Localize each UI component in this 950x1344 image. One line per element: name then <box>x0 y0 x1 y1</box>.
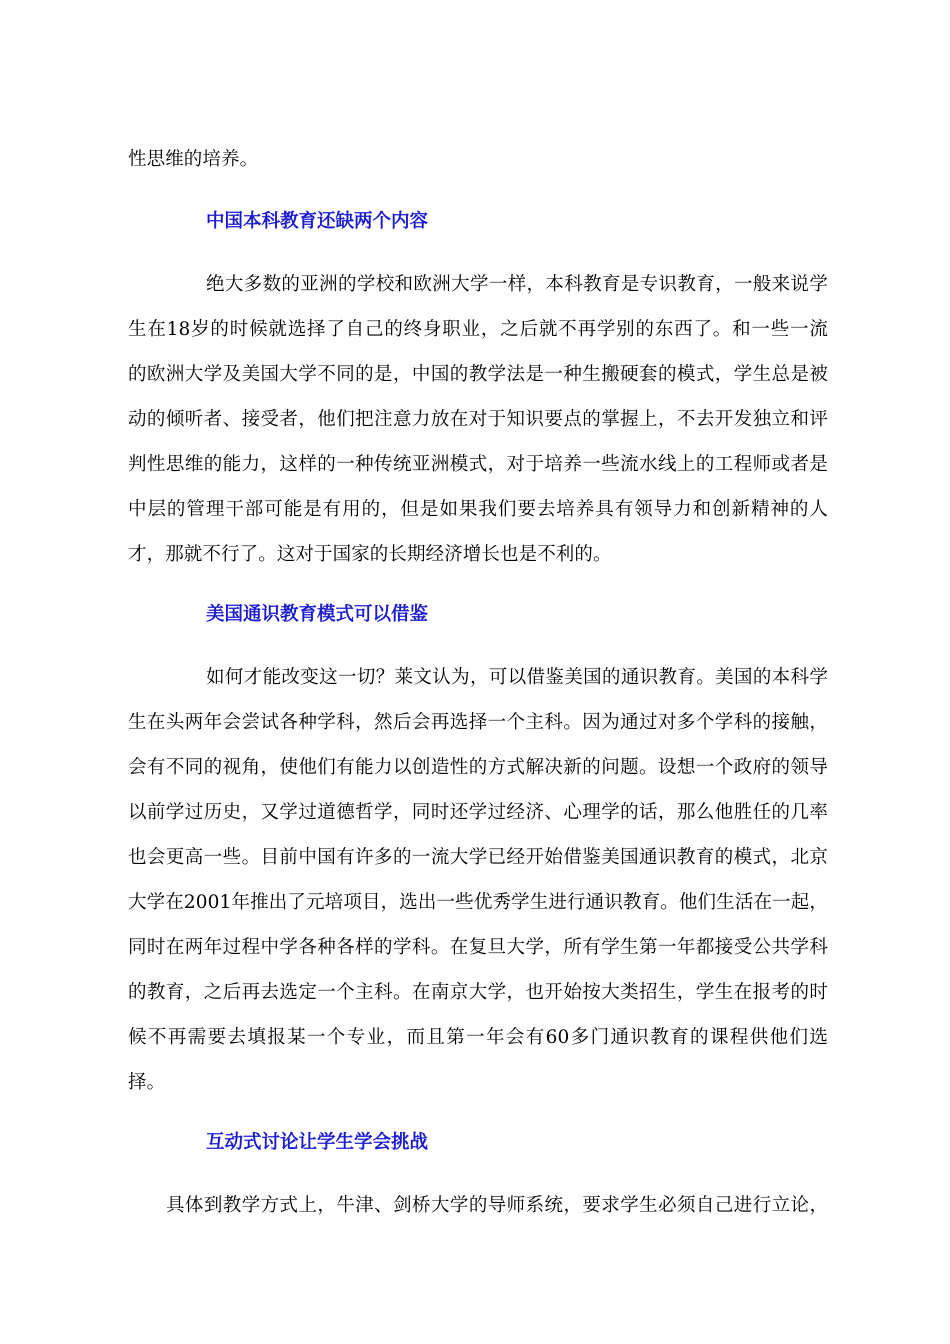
paragraph-2-line-6: 大学在2001年推出了元培项目，选出一些优秀学生进行通识教育。他们生活在一起， <box>128 892 828 913</box>
paragraph-2-line-7: 同时在两年过程中学各种各样的学科。在复旦大学，所有学生第一年都接受公共学科 <box>128 937 828 958</box>
paragraph-2-line-1: 如何才能改变这一切？莱文认为，可以借鉴美国的通识教育。美国的本科学 <box>206 667 828 688</box>
section-heading-1: 中国本科教育还缺两个内容 <box>206 211 429 232</box>
paragraph-1-line-7: 才，那就不行了。这对于国家的长期经济增长也是不利的。 <box>128 544 612 565</box>
paragraph-2-line-8: 的教育，之后再去选定一个主科。在南京大学，也开始按大类招生，学生在报考的时 <box>128 982 828 1003</box>
paragraph-1-line-3: 的欧洲大学及美国大学不同的是，中国的教学法是一种生搬硬套的模式，学生总是被 <box>128 364 828 385</box>
paragraph-2-line-3: 会有不同的视角，使他们有能力以创造性的方式解决新的问题。设想一个政府的领导 <box>128 757 828 778</box>
paragraph-2-line-4: 以前学过历史，又学过道德哲学，同时还学过经济、心理学的话，那么他胜任的几率 <box>128 802 828 823</box>
paragraph-2-line-5: 也会更高一些。目前中国有许多的一流大学已经开始借鉴美国通识教育的模式，北京 <box>128 847 828 868</box>
paragraph-3-line-1: 具体到教学方式上，牛津、剑桥大学的导师系统，要求学生必须自己进行立论， <box>166 1195 828 1216</box>
paragraph-1-line-1: 绝大多数的亚洲的学校和欧洲大学一样，本科教育是专识教育，一般来说学 <box>206 274 828 295</box>
paragraph-2-line-9: 候不再需要去填报某一个专业，而且第一年会有60多门通识教育的课程供他们选 <box>128 1027 828 1048</box>
paragraph-1-line-4: 动的倾听者、接受者，他们把注意力放在对于知识要点的掌握上，不去开发独立和评 <box>128 409 828 430</box>
paragraph-2-line-10: 择。 <box>128 1072 166 1093</box>
section-heading-3: 互动式讨论让学生学会挑战 <box>206 1132 429 1153</box>
paragraph-1-line-5: 判性思维的能力，这样的一种传统亚洲模式，对于培养一些流水线上的工程师或者是 <box>128 454 828 475</box>
paragraph-1-line-2: 生在18岁的时候就选择了自己的终身职业，之后就不再学别的东西了。和一些一流 <box>128 319 828 340</box>
paragraph-1-line-6: 中层的管理干部可能是有用的，但是如果我们要去培养具有领导力和创新精神的人 <box>128 499 828 520</box>
opening-line: 性思维的培养。 <box>128 149 259 170</box>
paragraph-2-line-2: 生在头两年会尝试各种学科，然后会再选择一个主科。因为通过对多个学科的接触， <box>128 712 828 733</box>
section-heading-2: 美国通识教育模式可以借鉴 <box>206 604 429 625</box>
